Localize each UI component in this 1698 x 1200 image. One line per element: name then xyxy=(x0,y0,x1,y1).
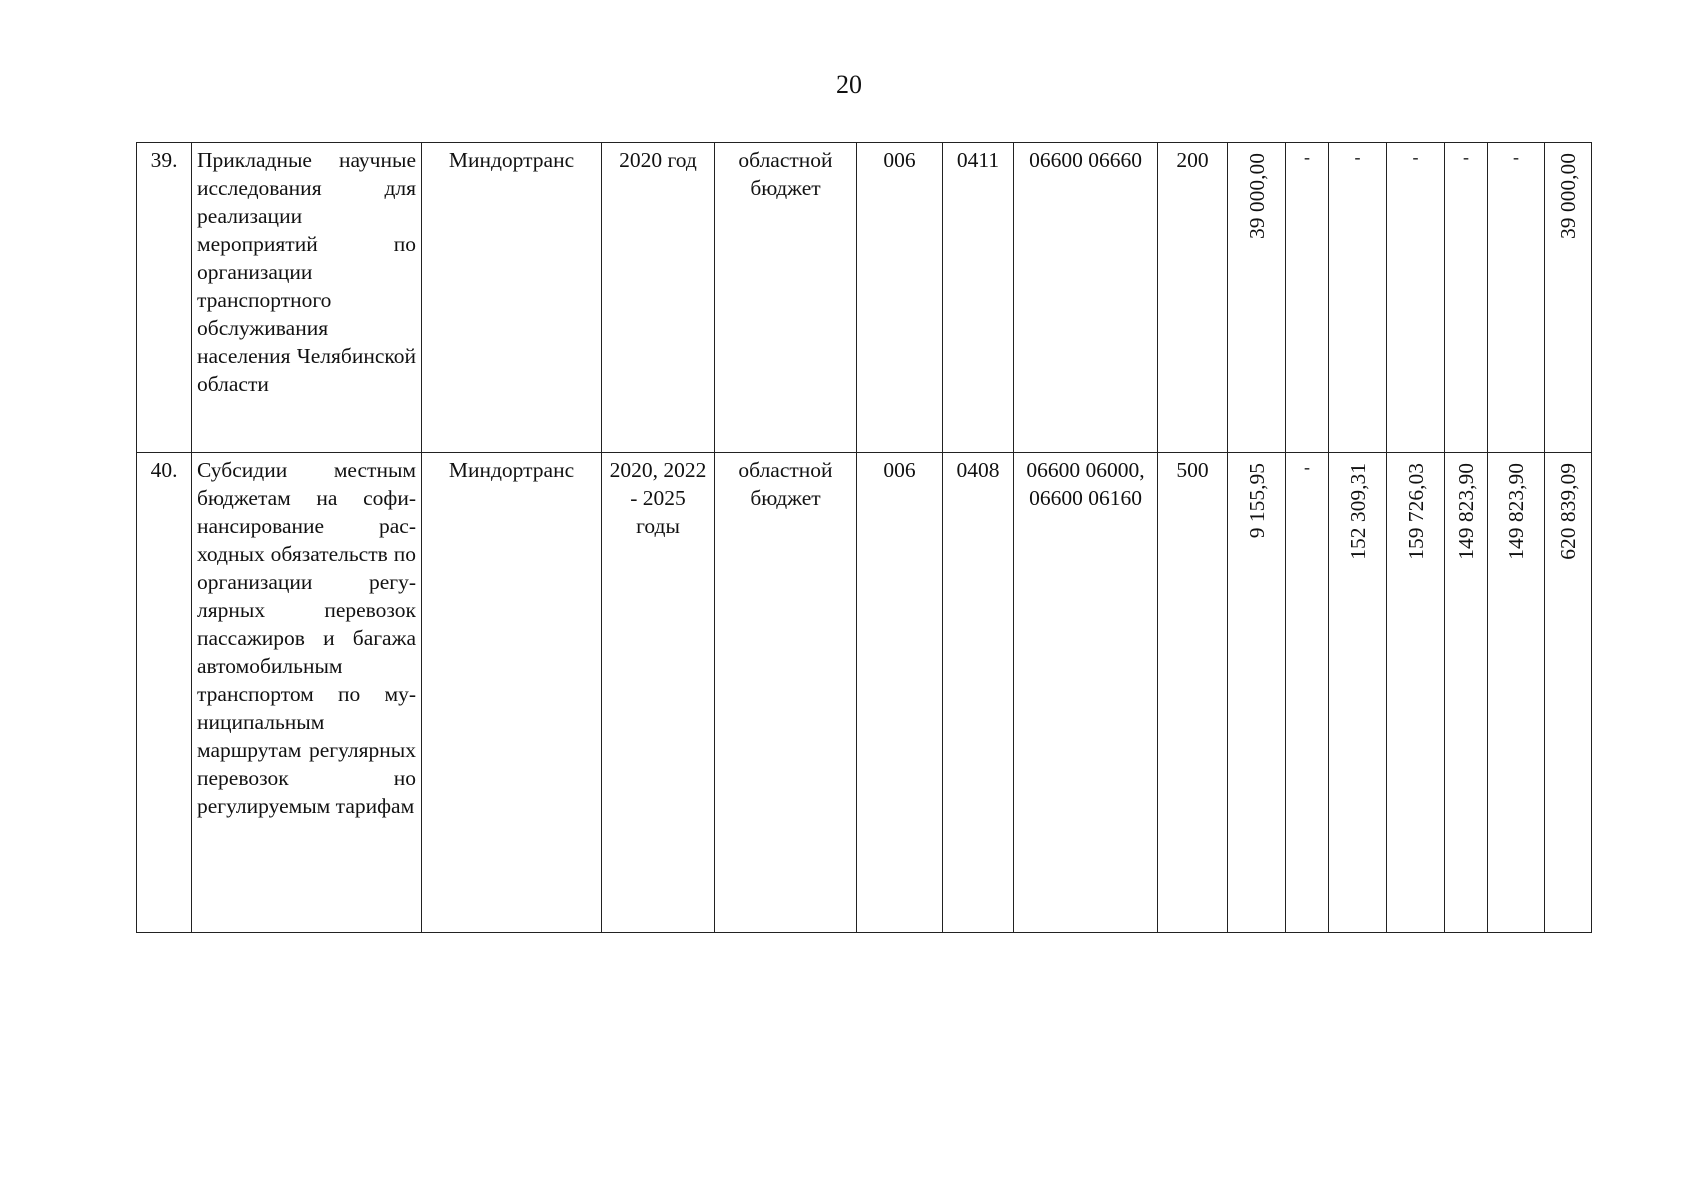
section-code: 0408 xyxy=(943,453,1014,933)
amount-2021: - xyxy=(1286,143,1329,453)
amount-2025: - xyxy=(1488,143,1545,453)
amount-2023-value: 159 726,03 xyxy=(1403,463,1428,560)
amount-total xyxy=(1545,453,1592,933)
amount-2025 xyxy=(1488,453,1545,933)
event-title: Прикладные научные исследования для реализации мероприятий по организации транспортного обслуживания населения Челябинской области xyxy=(192,143,422,453)
amount-2020-value: 9 155,95 xyxy=(1244,463,1269,539)
amount-2024-value: 149 823,90 xyxy=(1454,463,1478,560)
amount-2021: - xyxy=(1286,453,1329,933)
amount-2020 xyxy=(1228,453,1286,933)
row-number: 40. xyxy=(137,453,192,933)
amount-2022-value: 152 309,31 xyxy=(1345,463,1370,560)
section-code: 0411 xyxy=(943,143,1014,453)
amount-2023 xyxy=(1387,453,1445,933)
target-article-code: 06600 06660 xyxy=(1014,143,1158,453)
amount-total-value: 39 000,00 xyxy=(1556,153,1580,239)
amount-2024: - xyxy=(1445,143,1488,453)
target-article-code: 06600 06000, 06600 06160 xyxy=(1014,453,1158,933)
budget-table xyxy=(136,142,1592,933)
amount-2022 xyxy=(1329,453,1387,933)
funding-source: областной бюджет xyxy=(715,453,857,933)
funding-source: областной бюджет xyxy=(715,143,857,453)
amount-total xyxy=(1545,143,1592,453)
expense-type-code: 500 xyxy=(1158,453,1228,933)
amount-2020 xyxy=(1228,143,1286,453)
amount-2023: - xyxy=(1387,143,1445,453)
event-title: Субсидии местным бюджетам на софи-нансирование рас-ходных обязательств по организации регу-лярных перевозок пассажиров и багажа автомобильным транспортом по му-ниципальным маршрутам регулярных перевозок но регулируемым тарифам xyxy=(192,453,422,933)
table-row xyxy=(137,143,1592,453)
amount-2025-value: 149 823,90 xyxy=(1504,463,1528,560)
period: 2020, 2022 - 2025 годы xyxy=(602,453,715,933)
amount-2022: - xyxy=(1329,143,1387,453)
executor: Миндортранс xyxy=(422,143,602,453)
grbs-code: 006 xyxy=(857,453,943,933)
amount-2020-value: 39 000,00 xyxy=(1244,153,1269,239)
grbs-code: 006 xyxy=(857,143,943,453)
period: 2020 год xyxy=(602,143,715,453)
executor: Миндортранс xyxy=(422,453,602,933)
expense-type-code: 200 xyxy=(1158,143,1228,453)
page-number: 20 xyxy=(836,70,862,99)
table-row xyxy=(137,453,1592,933)
amount-2024 xyxy=(1445,453,1488,933)
amount-total-value: 620 839,09 xyxy=(1556,463,1580,560)
row-number: 39. xyxy=(137,143,192,453)
